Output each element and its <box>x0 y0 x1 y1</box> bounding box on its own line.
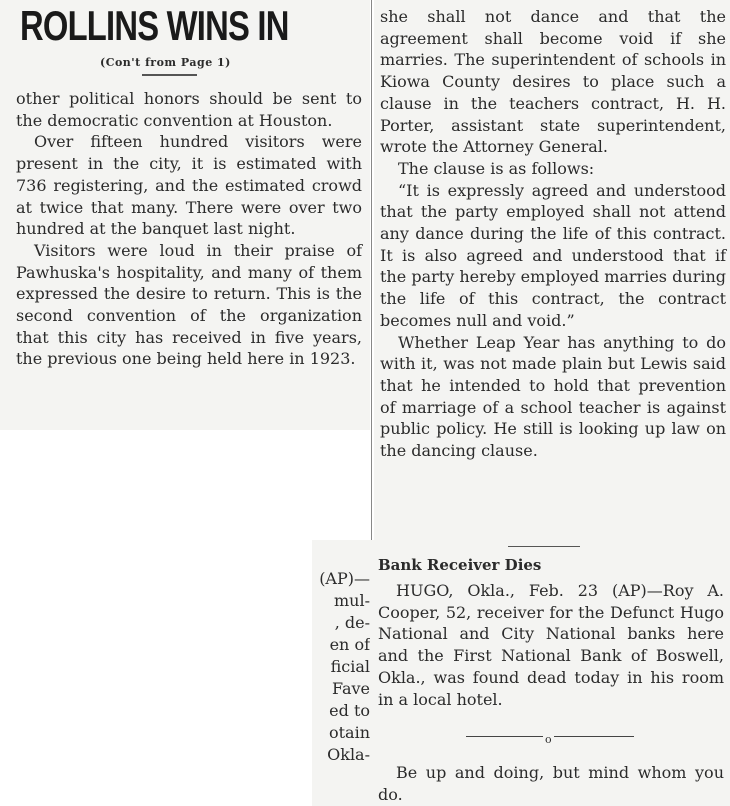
paragraph: The clause is as follows: <box>398 158 595 178</box>
fragment-line: (AP)— <box>319 569 370 588</box>
paragraph: HUGO, Okla., Feb. 23 (AP)—Roy A. Cooper, 52, receiver for the Defunct Hugo National and City National banks here and the First National Bank of Boswell, Okla., was found dead today in his room in a local hotel. <box>378 581 724 709</box>
fragment-line: otain <box>328 723 370 742</box>
right-column-text <box>380 6 726 462</box>
headline: ROLLINS WINS IN <box>20 2 289 49</box>
fragment-line: ficial <box>330 657 370 676</box>
bank-story-body <box>378 580 724 710</box>
left-column-clipping <box>0 0 370 430</box>
filler-text <box>378 762 724 805</box>
story-rule <box>508 546 580 547</box>
paragraph: Over fifteen hundred visitors were present in the city, it is estimated with 736 registering, and the estimated crowd at twice that many. There were over two hundred at the banquet last night. <box>16 132 362 239</box>
continued-line: (Con't from Page 1) <box>100 56 231 69</box>
fragment-line: Fave <box>331 679 370 698</box>
right-column-clipping <box>374 0 730 540</box>
paragraph: Whether Leap Year has anything to do with it, was not made plain but Lewis said that he intended to hold that prevention of marriage of a school teacher is against public policy. He still is looking up law on the dancing clause. <box>380 332 726 461</box>
paragraph: Be up and doing, but mind whom you do. <box>378 763 724 804</box>
paragraph: other political honors should be sent to the democratic convention at Houston. <box>16 89 362 130</box>
bank-story-title: Bank Receiver Dies <box>378 556 542 574</box>
headline-rule <box>142 74 197 76</box>
paragraph: “It is expressly agreed and understood that the party employed shall not attend any dance during the life of this contract. It is also agreed and understood that if the party hereby employed marries during the life of this contract, the contract becomes null and void.” <box>380 180 726 330</box>
fragment-line: ed to <box>329 701 370 720</box>
paragraph: Visitors were loud in their praise of Pawhuska's hospitality, and many of them expressed the desire to return. This is the second convention of the organization that this city has received in five years, the previous one being held here in 1923. <box>16 240 362 369</box>
fragment-line: en of <box>329 635 370 654</box>
fragment-line: mul- <box>334 591 370 610</box>
fragment-line: Okla- <box>327 745 370 764</box>
paragraph: she shall not dance and that the agreement shall become void if she marries. The superintendent of schools in Kiowa County desires to place such a clause in the teachers contract, H. H. Porter, assistant state superintendent, wrote the Attorney General. <box>380 7 726 157</box>
fragment-line: , de- <box>334 613 370 632</box>
left-column-text <box>16 88 362 370</box>
separator-ornament: o <box>545 733 552 746</box>
